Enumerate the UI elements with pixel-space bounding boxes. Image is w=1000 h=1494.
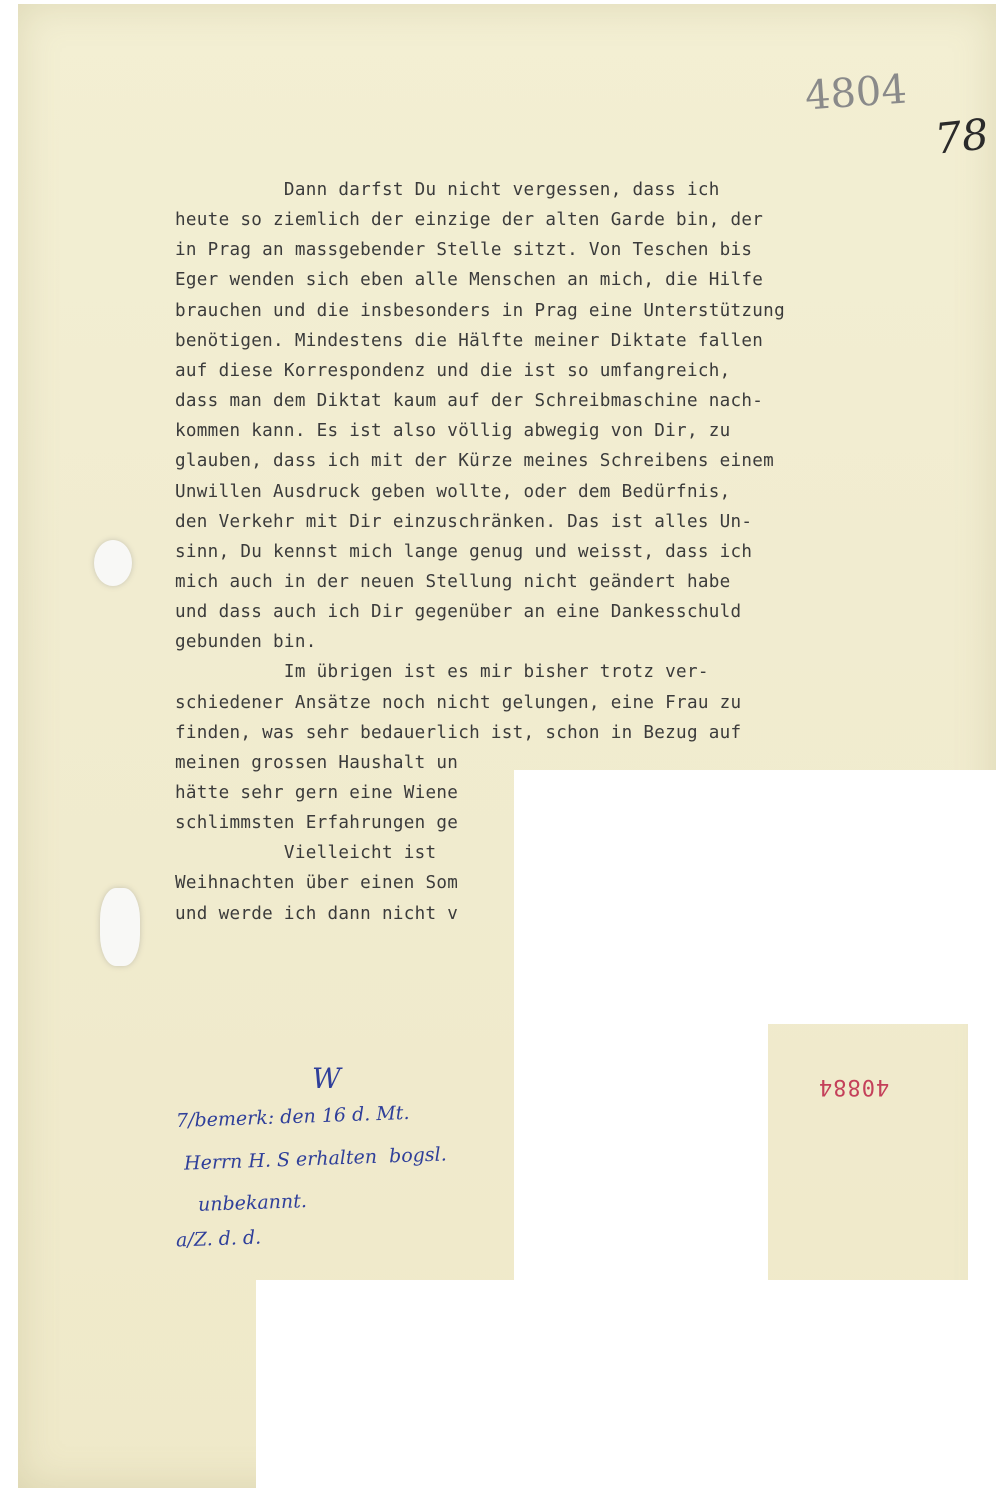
redaction-block	[514, 1024, 768, 1280]
punch-hole	[94, 540, 132, 586]
letter-line: den Verkehr mit Dir einzuschränken. Das ist alles Un-	[175, 511, 753, 532]
letter-line: glauben, dass ich mit der Kürze meines Schreibens einem	[175, 451, 775, 472]
letter-line: finden, was sehr bedauerlich ist, schon in Bezug auf	[175, 722, 742, 743]
letter-line: dass man dem Diktat kaum auf der Schreibmaschine nach-	[175, 391, 764, 412]
letter-line: in Prag an massgebender Stelle sitzt. Von Teschen bis	[175, 240, 753, 261]
folio-number: 78	[932, 109, 991, 164]
letter-line: schlimmsten Erfahrungen ge	[175, 813, 459, 834]
pencil-archive-number: 4804	[803, 66, 909, 120]
letter-line: auf diese Korrespondenz und die ist so umfangreich,	[175, 360, 731, 381]
letter-line: kommen kann. Es ist also völlig abwegig von Dir, zu	[175, 421, 731, 442]
letter-line: benötigen. Mindestens die Hälfte meiner Diktate fallen	[175, 330, 764, 351]
archive-stamp: 40884	[818, 1074, 890, 1099]
letter-line: Unwillen Ausdruck geben wollte, oder dem Bedürfnis,	[175, 481, 731, 502]
letter-line: Eger wenden sich eben alle Menschen an mich, die Hilfe	[175, 270, 764, 291]
letter-line: Dann darfst Du nicht vergessen, dass ich	[175, 180, 720, 200]
handwritten-note-line: a/Z. d. d.	[175, 1226, 262, 1252]
letter-line: und dass auch ich Dir gegenüber an eine Dankesschuld	[175, 602, 742, 623]
letter-line: hätte sehr gern eine Wiene	[175, 783, 459, 803]
letter-line: heute so ziemlich der einzige der alten Garde bin, der	[175, 210, 764, 231]
redaction-block	[968, 1024, 1000, 1280]
letter-line: meinen grossen Haushalt un	[175, 752, 459, 773]
redaction-block	[256, 1280, 1000, 1494]
letter-line: Vielleicht ist	[175, 843, 437, 864]
letter-line: schiedener Ansätze noch nicht gelungen, eine Frau zu	[175, 692, 742, 713]
letter-line: sinn, Du kennst mich lange genug und weisst, dass ich	[175, 541, 753, 562]
handwritten-note-line: Herrn H. S erhalten bogsl.	[183, 1143, 448, 1175]
letter-line: und werde ich dann nicht v	[175, 903, 459, 924]
handwritten-note-line: 7/bemerk: den 16 d. Mt.	[175, 1101, 410, 1133]
handwritten-initials: W	[312, 1062, 341, 1095]
letter-line: Weihnachten über einen Som	[175, 873, 459, 894]
letter-line: brauchen und die insbesonders in Prag eine Unterstützung	[175, 300, 785, 321]
letter-line: mich auch in der neuen Stellung nicht geändert habe	[175, 571, 731, 592]
letter-line: Im übrigen ist es mir bisher trotz ver-	[175, 662, 709, 683]
punch-hole	[100, 888, 140, 966]
letter-line: gebunden bin.	[175, 632, 317, 653]
handwritten-note-line: unbekannt.	[197, 1190, 308, 1216]
redaction-block	[514, 770, 1000, 1024]
